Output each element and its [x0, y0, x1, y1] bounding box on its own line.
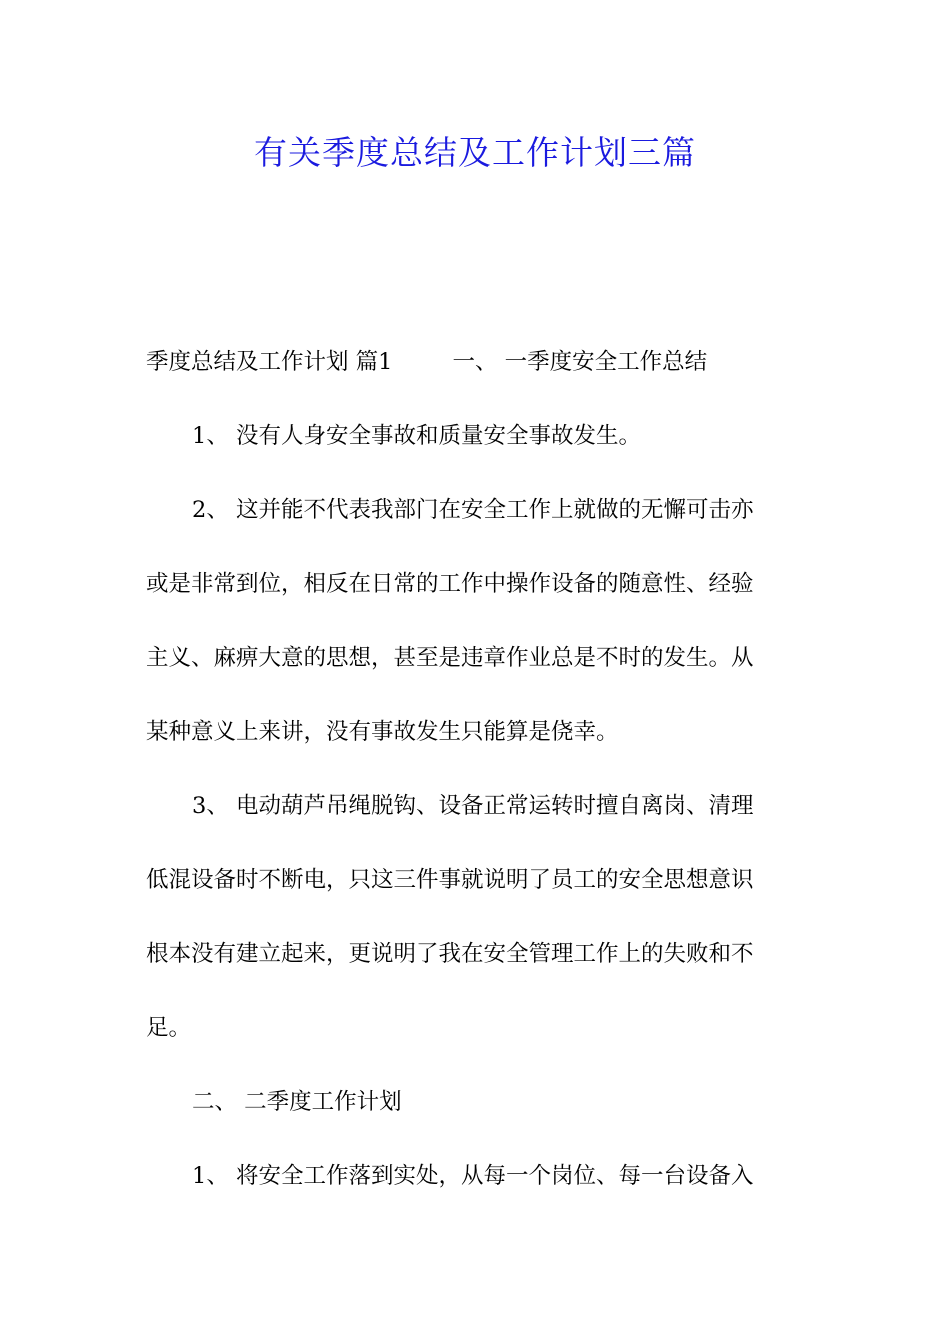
line-text: 1、 没有人身安全事故和质量安全事故发生。	[192, 423, 641, 449]
text-line	[146, 411, 808, 461]
document-title: 有关季度总结及工作计划三篇	[254, 133, 696, 172]
text-line	[146, 337, 808, 387]
line-text: 低混设备时不断电，只这三件事就说明了员工的安全思想意识	[146, 867, 754, 893]
text-line	[146, 781, 808, 831]
line-text: 一、 一季度安全工作总结	[452, 349, 708, 375]
text-line	[146, 633, 808, 683]
text-line	[146, 929, 808, 979]
line-text: 2、 这并能不代表我部门在安全工作上就做的无懈可击亦	[192, 497, 754, 523]
text-line	[146, 1077, 808, 1127]
line-text: 足。	[146, 1015, 192, 1041]
text-line	[146, 1151, 808, 1201]
text-line	[146, 485, 808, 535]
line-text: 季度总结及工作计划 篇1	[146, 349, 393, 375]
line-text: 某种意义上来讲，没有事故发生只能算是侥幸。	[146, 719, 619, 745]
text-line	[146, 1003, 808, 1053]
line-text: 3、 电动葫芦吊绳脱钩、设备正常运转时擅自离岗、清理	[192, 793, 754, 819]
text-line	[146, 707, 808, 757]
text-line	[146, 855, 808, 905]
line-text: 1、 将安全工作落到实处，从每一个岗位、每一台设备入	[192, 1163, 754, 1189]
line-text: 主义、麻痹大意的思想，甚至是违章作业总是不时的发生。从	[146, 645, 754, 671]
line-text: 根本没有建立起来，更说明了我在安全管理工作上的失败和不	[146, 941, 754, 967]
line-text: 二、 二季度工作计划	[192, 1089, 402, 1115]
document-body	[146, 337, 808, 1201]
text-line	[146, 559, 808, 609]
line-text: 或是非常到位，相反在日常的工作中操作设备的随意性、经验	[146, 571, 754, 597]
